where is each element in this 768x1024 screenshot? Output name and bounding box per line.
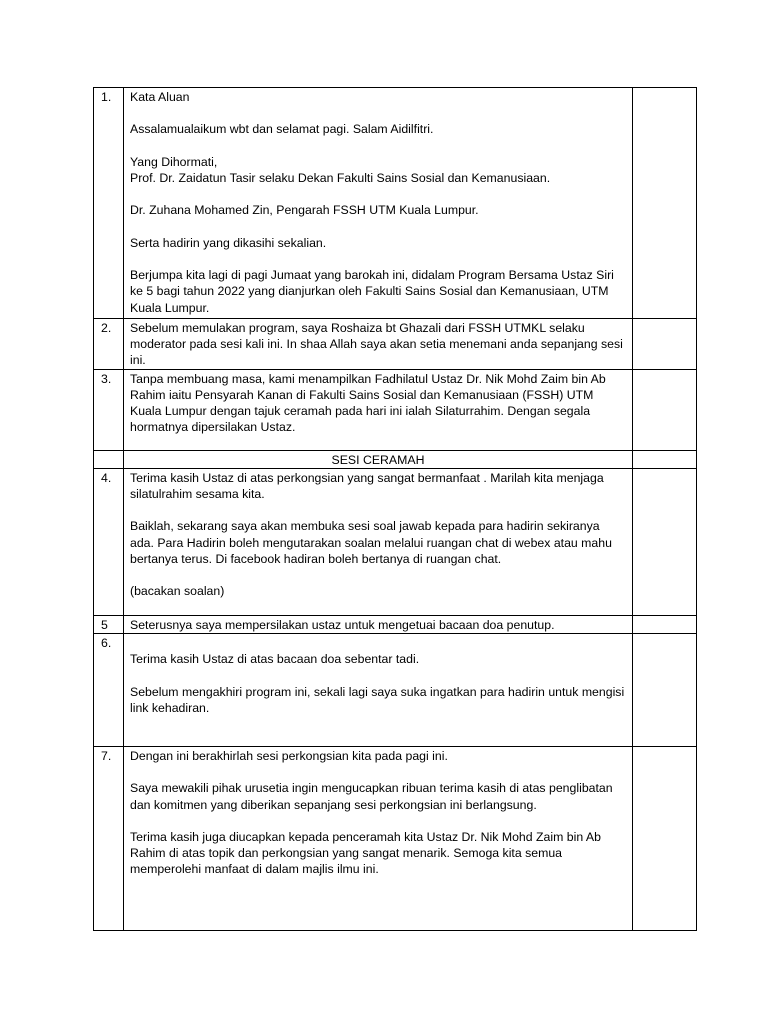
item-number: 6. [94,634,124,747]
item-text [124,88,633,319]
paragraph: Dengan ini berakhirlah sesi perkongsian kita pada pagi ini. [130,749,448,764]
paragraph: Baiklah, sekarang saya akan membuka sesi soal jawab kepada para hadirin sekiranya ada. Para Hadirin boleh mengutarakan soalan melalui ruangan chat di webex atau mahu bertanya terus. Di facebook hadiran boleh bertanya di ruangan chat. [130,519,612,566]
empty-cell [633,319,697,370]
empty-cell [633,369,697,450]
table-row [94,88,697,319]
program-script-table [93,87,697,931]
paragraph: Seterusnya saya mempersilakan ustaz untuk mengetuai bacaan doa penutup. [130,617,555,632]
empty-cell [94,450,124,468]
paragraph: (bacakan soalan) [130,584,225,599]
paragraph: Terima kasih Ustaz di atas perkongsian yang sangat bermanfaat . Marilah kita menjaga silatulrahim sesama kita. [130,470,604,502]
table-row [94,634,697,747]
paragraph: Assalamualaikum wbt dan selamat pagi. Salam Aidilfitri. [130,122,434,137]
paragraph: Saya mewakili pihak urusetia ingin mengucapkan ribuan terima kasih di atas penglibatan dan komitmen yang diberikan sepanjang sesi perkongsian ini berlangsung. [130,781,613,812]
item-number: 7. [94,747,124,931]
table-row [94,319,697,370]
item-number: 3. [94,369,124,450]
section-title: SESI CERAMAH [124,450,633,468]
paragraph [130,635,626,651]
item-number: 1. [94,88,124,319]
table-row [94,369,697,450]
item-heading: Kata Aluan [130,90,190,104]
paragraph: Sebelum memulakan program, saya Roshaiza bt Ghazali dari FSSH UTMKL selaku moderator pada sesi kali ini. In shaa Allah saya akan setia menemani anda sepanjang sesi ini. [130,321,623,368]
paragraph: Dr. Zuhana Mohamed Zin, Pengarah FSSH UTM Kuala Lumpur. [130,203,479,218]
empty-cell [633,468,697,615]
empty-cell [633,450,697,468]
section-row [94,450,697,468]
paragraph: Yang Dihormati, Prof. Dr. Zaidatun Tasir selaku Dekan Fakulti Sains Sosial dan Kemanusiaan. [130,154,551,185]
item-text [124,634,633,747]
item-number: 2. [94,319,124,370]
item-text [124,468,633,615]
paragraph: Serta hadirin yang dikasihi sekalian. [130,235,327,250]
empty-cell [633,747,697,931]
paragraph: Terima kasih Ustaz di atas bacaan doa sebentar tadi. [130,652,420,667]
empty-cell [633,634,697,747]
item-number: 5 [94,615,124,633]
table-row [94,747,697,931]
paragraph: Berjumpa kita lagi di pagi Jumaat yang barokah ini, didalam Program Bersama Ustaz Siri ke 5 bagi tahun 2022 yang dianjurkan oleh Fakulti Sains Sosial dan Kemanusiaan, UTM Kuala Lumpur. [130,268,614,315]
paragraph: Tanpa membuang masa, kami menampilkan Fadhilatul Ustaz Dr. Nik Mohd Zaim bin Ab Rahim iaitu Pensyarah Kanan di Fakulti Sains Sosial dan Kemanusiaan (FSSH) UTM Kuala Lumpur dengan tajuk ceramah pada hari ini ialah Silaturrahim. Dengan segala hormatnya dipersilakan Ustaz. [130,371,606,435]
empty-cell [633,88,697,319]
item-text [124,369,633,450]
item-text [124,747,633,931]
item-text [124,615,633,633]
table-row [94,468,697,615]
paragraph: Sebelum mengakhiri program ini, sekali lagi saya suka ingatkan para hadirin untuk mengisi link kehadiran. [130,684,625,715]
item-number: 4. [94,468,124,615]
item-text [124,319,633,370]
paragraph: Terima kasih juga diucapkan kepada penceramah kita Ustaz Dr. Nik Mohd Zaim bin Ab Rahim di atas topik dan perkongsian yang sangat menarik. Semoga kita semua memperolehi manfaat di dalam majlis ilmu ini. [130,830,601,877]
empty-cell [633,615,697,633]
table-row [94,615,697,633]
